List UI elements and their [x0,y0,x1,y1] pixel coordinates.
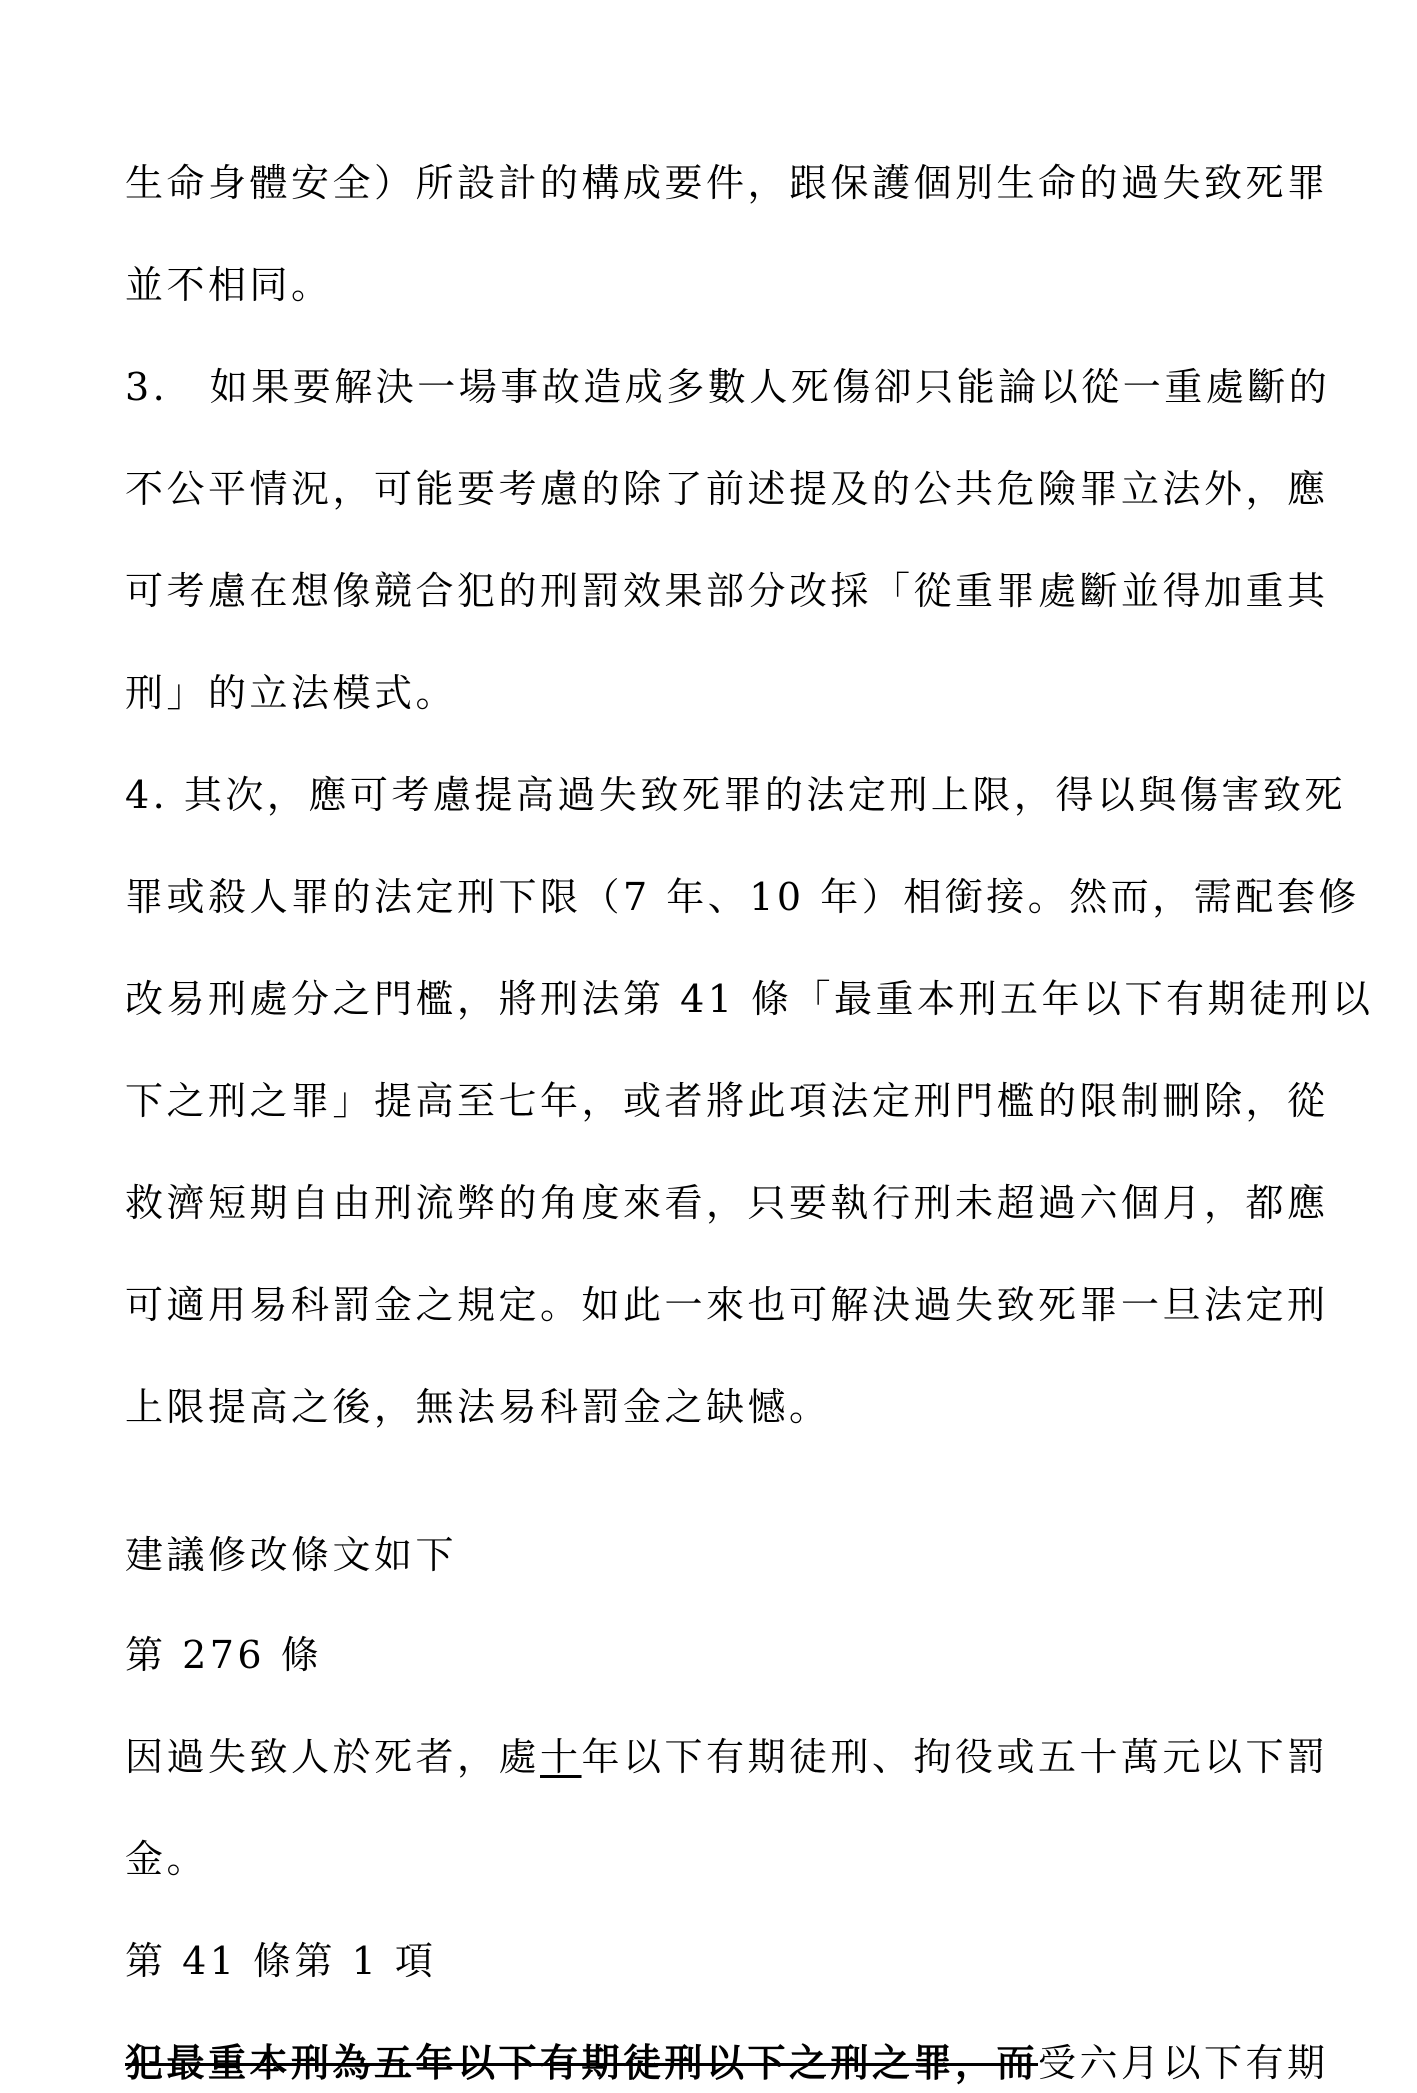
paragraph-line: 4. 其次，應可考慮提高過失致死罪的法定刑上限，得以與傷害致死 [125,773,1346,817]
paragraph-line: 刑」的立法模式。 [125,671,458,715]
article-41-title: 第 41 條第 1 項 [125,1939,437,1983]
paragraph-line: 改易刑處分之門檻，將刑法第 41 條「最重本刑五年以下有期徒刑以 [125,977,1374,1021]
paragraph-line: 不公平情況，可能要考慮的除了前述提及的公共危險罪立法外，應 [125,467,1329,511]
article-276-text [125,1735,1329,1779]
paragraph-line: 罪或殺人罪的法定刑下限（7 年、10 年）相銜接。然而，需配套修 [125,875,1360,919]
article-276-title: 第 276 條 [125,1633,323,1677]
paragraph-line: 3. 如果要解決一場事故造成多數人死傷卻只能論以從一重處斷的 [125,365,1331,409]
article-41-text [125,2040,1329,2085]
paragraph-line: 可考慮在想像競合犯的刑罰效果部分改採「從重罪處斷並得加重其 [125,569,1329,613]
paragraph-line: 可適用易科罰金之規定。如此一來也可解決過失致死罪一旦法定刑 [125,1283,1329,1327]
article-41-deleted-text: 犯最重本刑為五年以下有期徒刑以下之刑之罪，而 [125,2040,1039,2085]
article-41-remaining-text: 受六月以下有期 [1038,2041,1329,2085]
article-276-text-before: 因過失致人於死者，處 [125,1735,541,1779]
paragraph-line: 並不相同。 [125,263,333,307]
paragraph-line: 救濟短期自由刑流弊的角度來看，只要執行刑未超過六個月，都應 [125,1181,1329,1225]
article-276-underlined-amendment: 十 [540,1735,582,1779]
paragraph-line: 下之刑之罪」提高至七年，或者將此項法定刑門檻的限制刪除，從 [125,1079,1329,1123]
paragraph-line: 上限提高之後，無法易科罰金之缺憾。 [125,1385,831,1429]
paragraph-line: 生命身體安全）所設計的構成要件，跟保護個別生命的過失致死罪 [125,161,1329,205]
article-276-text-after: 年以下有期徒刑、拘役或五十萬元以下罰 [581,1735,1329,1779]
amendment-heading: 建議修改條文如下 [125,1533,458,1577]
paragraph-line: 金。 [125,1837,209,1881]
